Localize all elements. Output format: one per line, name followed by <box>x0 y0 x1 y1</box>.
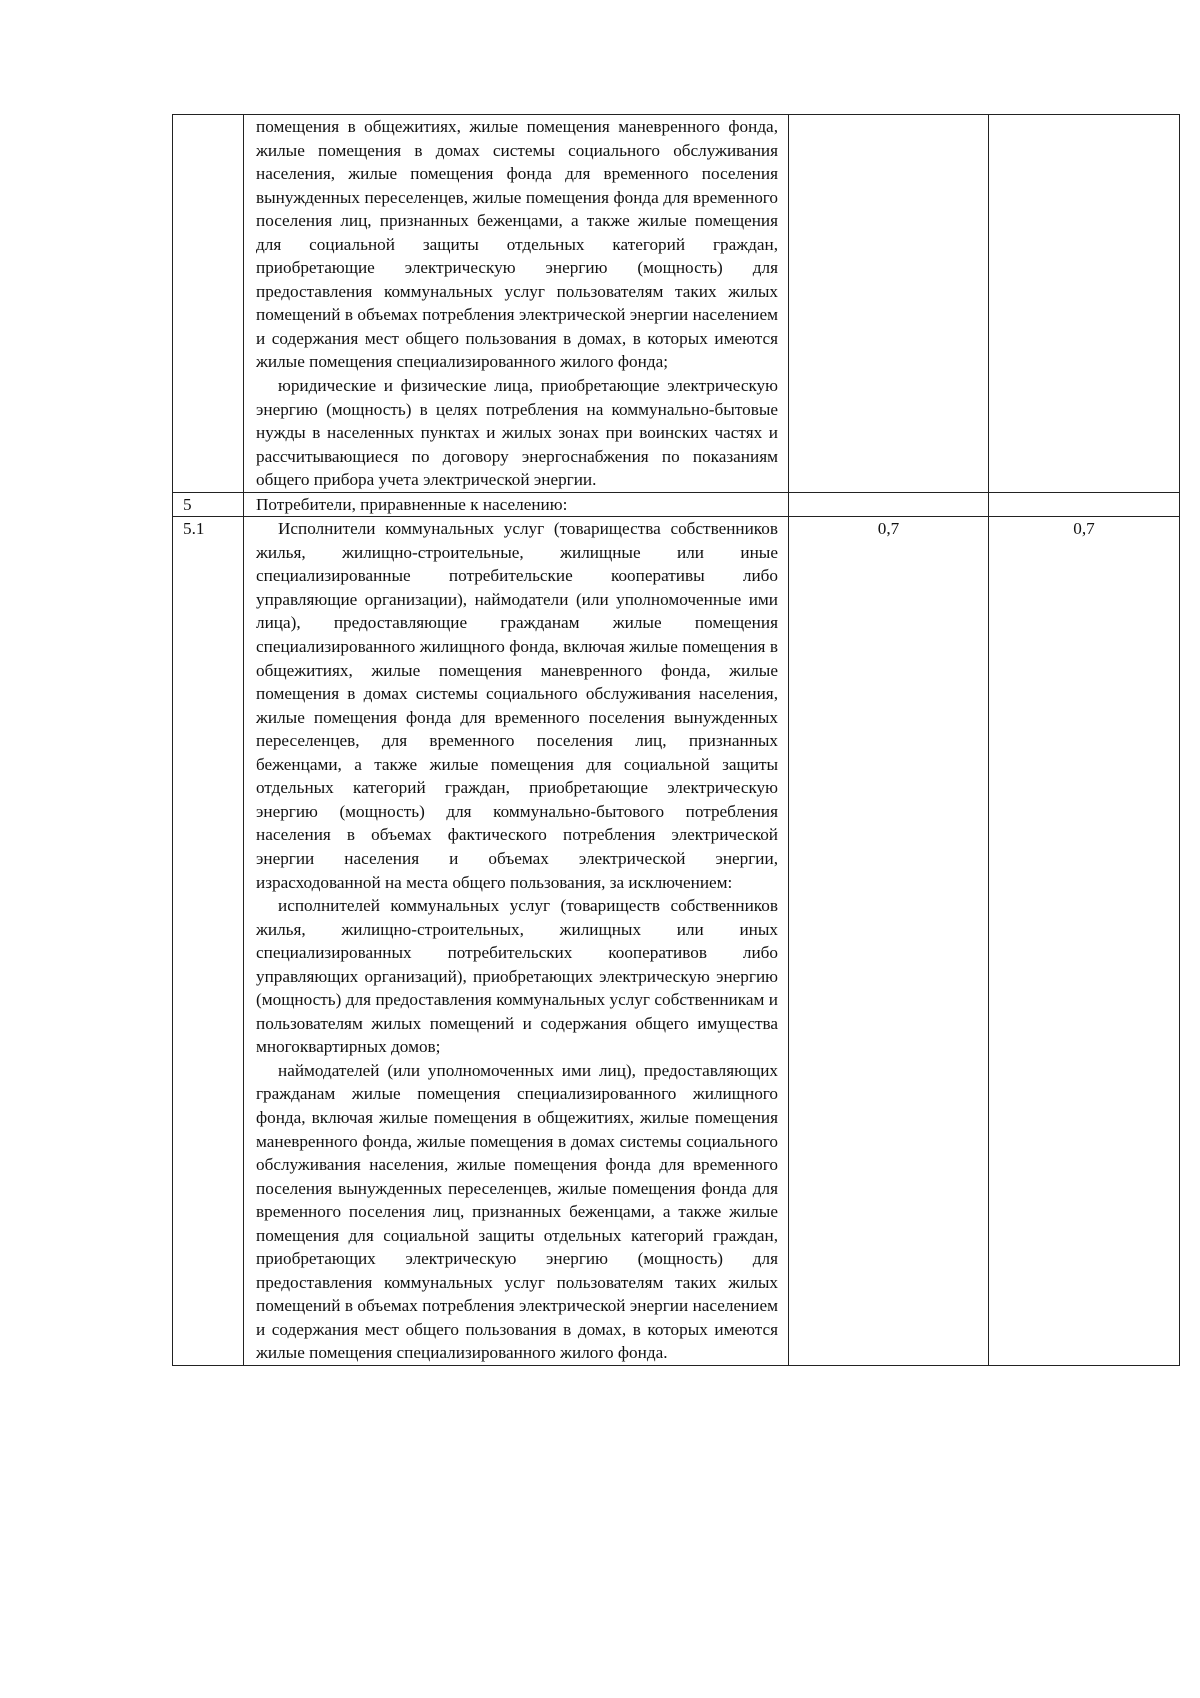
table-row <box>173 492 1180 517</box>
row-value-2 <box>989 115 1180 493</box>
row-number <box>173 115 244 493</box>
description-paragraph: помещения в общежитиях, жилые помещения маневренного фонда, жилые помещения в домах системы социального обслуживания населения, жилые помещения фонда для временного поселения вынужденных переселенцев, жилые помещения фонда для временного поселения лиц, признанных беженцами, а также жилые помещения для социальной защиты отдельных категорий граждан, приобретающие электрическую энергию (мощность) для предоставления коммунальных услуг пользователям таких жилых помещений в объемах потребления электрической энергии населением и содержания мест общего пользования в домах, в которых имеются жилые помещения специализированного жилого фонда; <box>256 117 778 372</box>
row-description <box>244 115 789 493</box>
description-paragraph: наймодателей (или уполномоченных ими лиц), предоставляющих гражданам жилые помещения специализированного жилищного фонда, включая жилые помещения в общежитиях, жилые помещения маневренного фонда, жилые помещения в домах системы социального обслуживания населения, жилые помещения фонда для временного поселения вынужденных переселенцев, жилые помещения фонда для временного поселения лиц, признанных беженцами, а также жилые помещения для социальной защиты отдельных категорий граждан, приобретающих электрическую энергию (мощность) для предоставления коммунальных услуг пользователям таких жилых помещений в объемах потребления электрической энергии населением и содержания мест общего пользования в домах, в которых имеются жилые помещения специализированного жилого фонда. <box>256 1060 778 1363</box>
row-number: 5.1 <box>173 517 244 1366</box>
table-row <box>173 517 1180 1366</box>
description-paragraph: Исполнители коммунальных услуг (товарищества собственников жилья, жилищно-строительные, жилищные или иные специализированные потребительские кооперативы либо управляющие организации), наймодатели (или уполномоченные ими лица), предоставляющие гражданам жилые помещения специализированного жилищного фонда, включая жилые помещения в общежитиях, жилые помещения маневренного фонда, жилые помещения в домах системы социального обслуживания населения, жилые помещения фонда для временного поселения вынужденных переселенцев, для временного поселения лиц, признанных беженцами, а также жилые помещения для социальной защиты отдельных категорий граждан, приобретающие электрическую энергию (мощность) для коммунально-бытового потребления населения в объемах фактического потребления электрической энергии населения и объемах электрической энергии, израсходованной на места общего пользования, за исключением: <box>256 519 778 892</box>
tariff-table <box>172 114 1180 1366</box>
description-paragraph: исполнителей коммунальных услуг (товариществ собственников жилья, жилищно-строительных, жилищных или иных специализированных потребительских кооперативов либо управляющих организаций), приобретающих электрическую энергию (мощность) для предоставления коммунальных услуг собственникам и пользователям жилых помещений и содержания общего имущества многоквартирных домов; <box>256 896 778 1057</box>
row-value-1: 0,7 <box>789 517 989 1366</box>
row-value-2: 0,7 <box>989 517 1180 1366</box>
row-description <box>244 517 789 1366</box>
description-paragraph: юридические и физические лица, приобретающие электрическую энергию (мощность) в целях потребления на коммунально-бытовые нужды в населенных пунктах и жилых зонах при воинских частях и рассчитывающиеся по договору энергоснабжения по показаниям общего прибора учета электрической энергии. <box>256 376 778 490</box>
row-value-1 <box>789 492 989 517</box>
description-paragraph: Потребители, приравненные к населению: <box>256 494 568 514</box>
row-value-1 <box>789 115 989 493</box>
row-description <box>244 492 789 517</box>
table-row <box>173 115 1180 493</box>
row-number: 5 <box>173 492 244 517</box>
row-value-2 <box>989 492 1180 517</box>
